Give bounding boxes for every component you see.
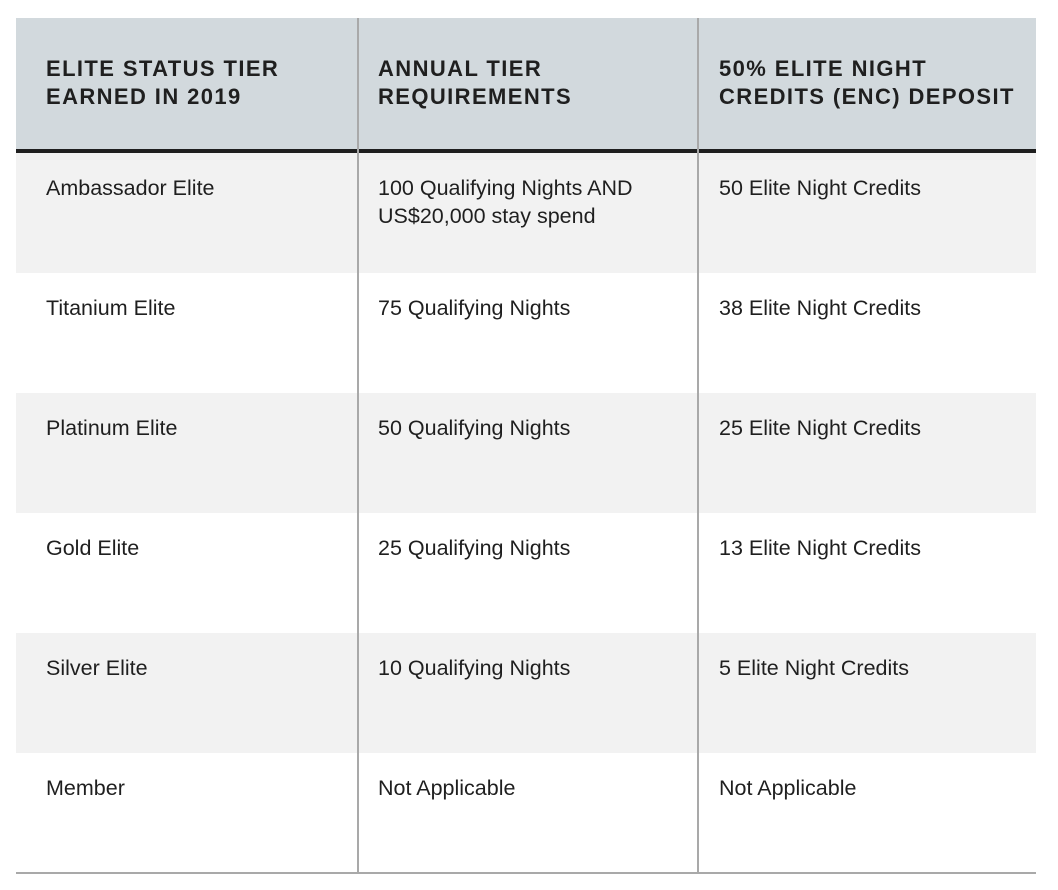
- tier-requirement-cell: Not Applicable: [378, 776, 516, 800]
- enc-deposit-cell: 50 Elite Night Credits: [719, 176, 921, 200]
- table-row: [16, 513, 1036, 633]
- tier-name-cell: Silver Elite: [46, 656, 148, 680]
- tier-requirement-cell: 25 Qualifying Nights: [378, 536, 571, 560]
- elite-tier-table: [16, 18, 1036, 873]
- column-header-annual-tier-requirements: ANNUAL TIER REQUIREMENTS: [378, 56, 573, 109]
- tier-name-cell: Gold Elite: [46, 536, 140, 560]
- table-row: [16, 633, 1036, 753]
- enc-deposit-cell: Not Applicable: [719, 776, 857, 800]
- tier-name-cell: Titanium Elite: [46, 296, 176, 320]
- tier-requirement-cell: 10 Qualifying Nights: [378, 656, 571, 680]
- column-divider: [357, 18, 359, 873]
- tier-name-cell: Platinum Elite: [46, 416, 178, 440]
- tier-requirement-cell: 100 Qualifying Nights AND US$20,000 stay spend: [378, 176, 633, 228]
- enc-deposit-cell: 25 Elite Night Credits: [719, 416, 921, 440]
- table-row: [16, 273, 1036, 393]
- column-divider: [697, 18, 699, 873]
- tier-requirement-cell: 50 Qualifying Nights: [378, 416, 571, 440]
- column-header-elite-status-tier: ELITE STATUS TIER EARNED IN 2019: [46, 56, 280, 109]
- tier-requirement-cell: 75 Qualifying Nights: [378, 296, 571, 320]
- enc-deposit-cell: 5 Elite Night Credits: [719, 656, 909, 680]
- enc-deposit-cell: 13 Elite Night Credits: [719, 536, 921, 560]
- table-bottom-rule: [16, 872, 1036, 874]
- table-row: [16, 393, 1036, 513]
- table-row: [16, 153, 1036, 273]
- enc-deposit-cell: 38 Elite Night Credits: [719, 296, 921, 320]
- tier-name-cell: Ambassador Elite: [46, 176, 215, 200]
- column-header-enc-deposit: 50% ELITE NIGHT CREDITS (ENC) DEPOSIT: [719, 56, 1015, 109]
- table-row: [16, 753, 1036, 873]
- table-header-row: [16, 18, 1036, 153]
- tier-name-cell: Member: [46, 776, 125, 800]
